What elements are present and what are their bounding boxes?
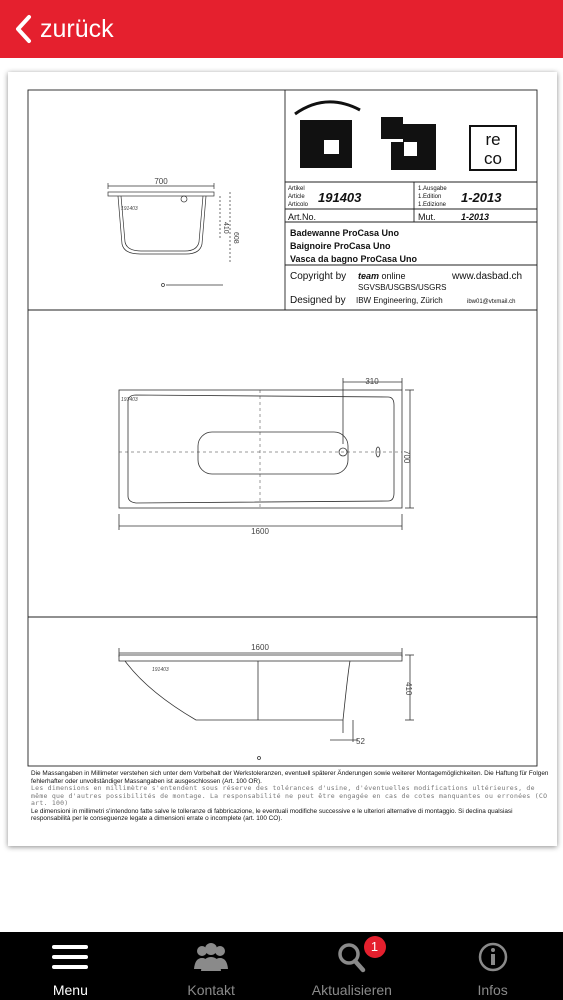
tab-kontakt-label: Kontakt: [187, 982, 235, 998]
note-de: Die Massangaben in Millimeter verstehen sich unter dem Vorbehalt der Werkstoleranzen, eventuell späterer Änderungen sowie weiterer Montagemöglichkeiten. Die Haftung für Folgen fehlerhafter oder unvollständiger Massangaben ist ausgeschlossen (Art. 100 OR).: [31, 770, 549, 785]
top-article-tag: 191403: [121, 397, 138, 403]
svg-text:team online: [358, 271, 406, 281]
tab-aktualisieren[interactable]: [282, 932, 423, 1000]
article-label-it: Articolo: [288, 202, 309, 208]
tab-infos-label: Infos: [477, 982, 508, 998]
article-label-de: Artikel: [288, 186, 305, 192]
front-height-inner-dim: 410: [222, 222, 229, 234]
tab-menu-label: Menu: [52, 982, 88, 998]
info-icon: [473, 941, 513, 973]
copyright-brand-rest: online: [379, 271, 406, 281]
technical-drawing: [8, 72, 557, 846]
front-article-tag: 191403: [121, 206, 138, 212]
menu-icon: [50, 941, 90, 973]
copyright-brand: team: [358, 271, 380, 281]
logo-text-bottom: co: [484, 149, 502, 168]
tab-kontakt[interactable]: [141, 932, 282, 1000]
designed-label: Designed by: [290, 295, 346, 306]
top-bar: [0, 0, 563, 58]
edition-label-de: 1.Ausgabe: [418, 186, 447, 192]
logo-mark: [295, 102, 516, 170]
art-no-label: Art.No.: [288, 212, 317, 222]
edition-value: 1-2013: [461, 190, 502, 205]
back-label: zurück: [40, 14, 114, 43]
drawing-sheet[interactable]: [8, 72, 557, 846]
top-width-dim: 700: [402, 450, 411, 464]
back-button[interactable]: [14, 12, 114, 46]
edition-label-fr: 1.Edition: [418, 194, 442, 200]
email: ibw01@vtxmail.ch: [467, 299, 516, 305]
product-name-de: Badewanne ProCasa Uno: [290, 228, 400, 238]
website: www.dasbad.ch: [452, 271, 523, 282]
front-view: [108, 183, 230, 287]
disclaimer-notes: [31, 770, 551, 823]
front-width-dim: 700: [154, 177, 168, 186]
side-foot-dim: 52: [356, 737, 365, 746]
bottom-tab-bar: [0, 932, 563, 1000]
top-length-dim: 1600: [251, 527, 269, 536]
update-count-badge: 1: [364, 936, 386, 958]
tab-aktualisieren-label: Aktualisieren: [311, 982, 392, 998]
product-name-fr: Baignoire ProCasa Uno: [290, 241, 391, 251]
article-label-fr: Article: [288, 194, 305, 200]
side-height-dim: 410: [404, 682, 413, 696]
edition-label-it: 1.Edizione: [418, 202, 447, 208]
note-fr: Les dimensions en millimètre s'entendent sous réserve des tolérances d'usine, d'éventuelles modifications ultérieures, de même que d'autres possibilités de montage. La responsabilité ne peut être engagée en cas de cotes manquantes ou erronées (CO art. 100): [31, 784, 548, 807]
top-drain-offset-dim: 310: [365, 377, 379, 386]
tab-menu[interactable]: [0, 932, 141, 1000]
product-name-it: Vasca da bagno ProCasa Uno: [290, 254, 418, 264]
logo-text-top: re: [485, 130, 501, 149]
contacts-icon: [191, 941, 231, 973]
top-view: [119, 378, 414, 530]
copyright-label: Copyright by: [290, 271, 347, 282]
copyright-sub: SGVSB/USGBS/USGRS: [358, 283, 447, 292]
designer: IBW Engineering, Zürich: [356, 296, 443, 305]
chevron-left-icon: [14, 14, 32, 44]
side-view: [119, 648, 414, 760]
mut-value: 1-2013: [461, 212, 490, 222]
side-article-tag: 191403: [152, 667, 169, 673]
note-it: Le dimensioni in millimetri s'intendono fatte salve le tolleranze di fabbricazione, le eventuali modifiche successive e le ulteriori alternative di montaggio. Si declina qualsiasi responsabilità per le conseguenze legate a dimensioni errate o incomplete (art. 100 CO).: [31, 807, 513, 822]
mut-label: Mut.: [418, 212, 436, 222]
tab-infos[interactable]: [422, 932, 563, 1000]
side-length-dim: 1600: [251, 643, 269, 652]
front-height-outer-dim: 608: [232, 232, 239, 244]
article-number: 191403: [318, 190, 362, 205]
